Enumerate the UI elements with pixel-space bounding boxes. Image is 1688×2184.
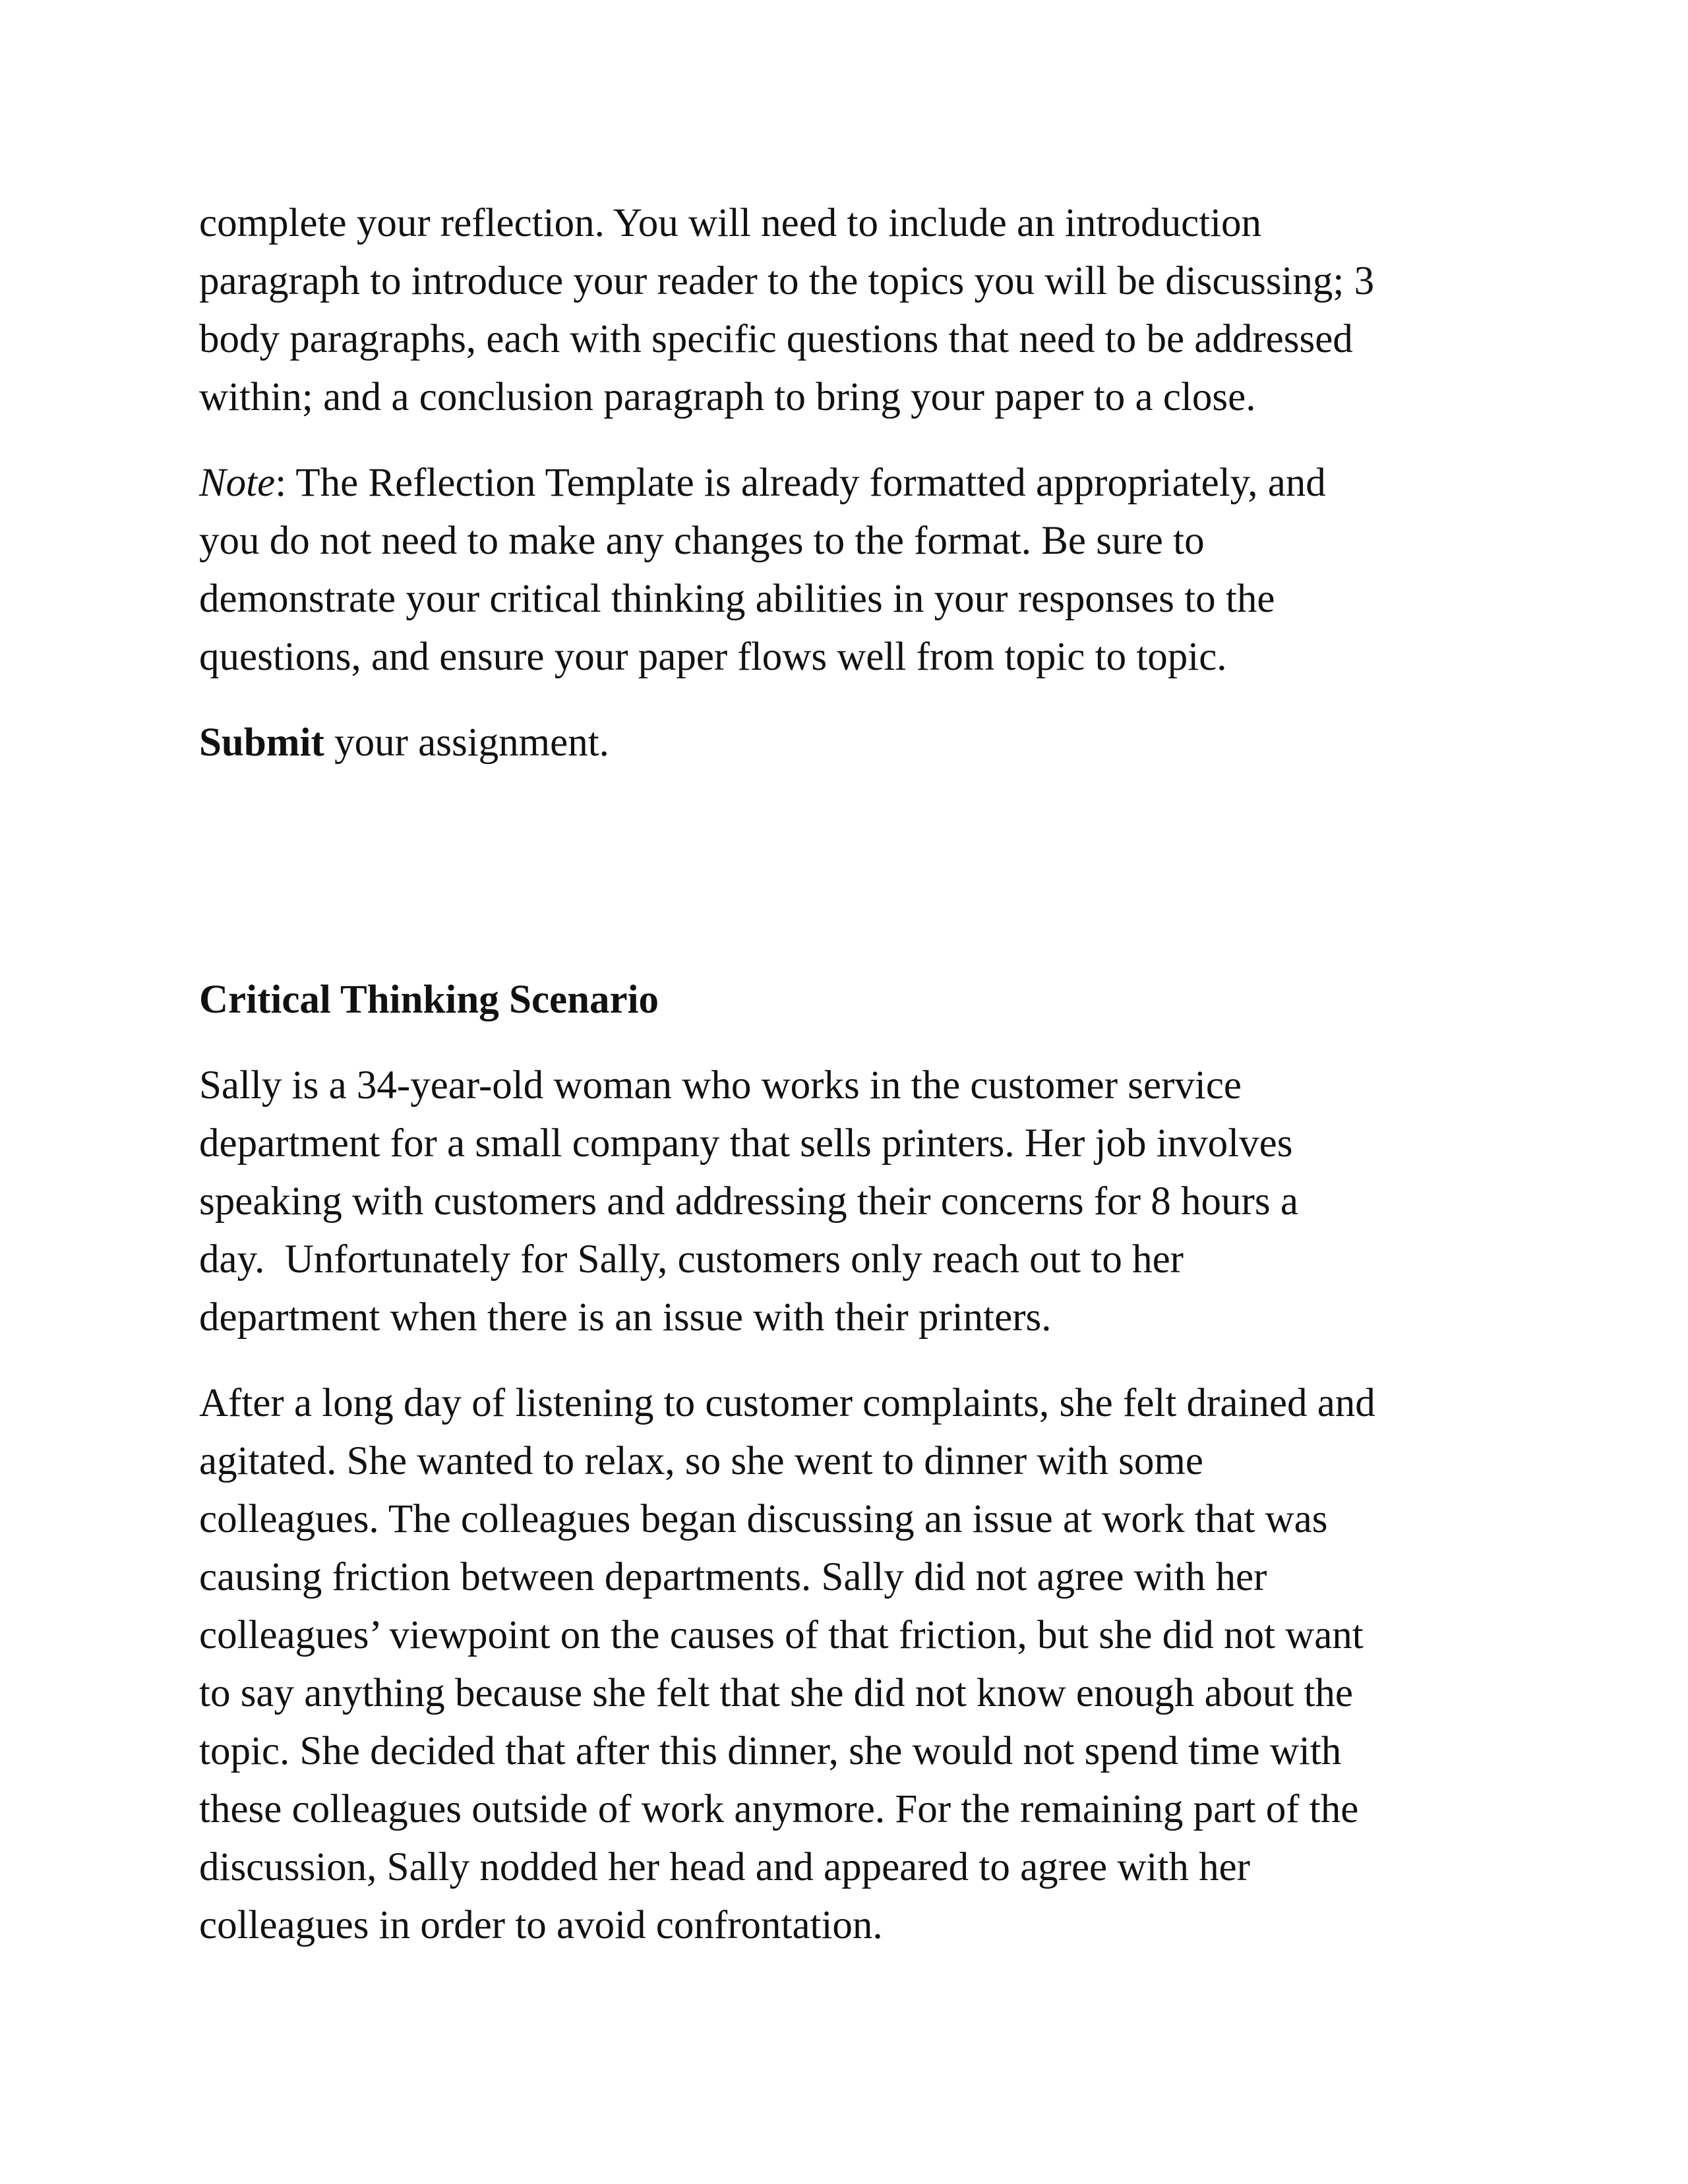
scenario-line: causing friction between departments. Sally did not agree with her: [199, 1555, 1267, 1599]
note-first-line-text: : The Reflection Template is already formatted appropriately, and: [275, 461, 1326, 505]
scenario-line: topic. She decided that after this dinner, she would not spend time with: [199, 1729, 1342, 1773]
scenario-line: to say anything because she felt that she did not know enough about the: [199, 1671, 1353, 1715]
submit-text: your assignment.: [324, 721, 609, 765]
scenario-line: discussion, Sally nodded her head and appeared to agree with her: [199, 1845, 1250, 1889]
scenario-line: colleagues in order to avoid confrontation.: [199, 1903, 883, 1947]
intro-paragraph: [199, 194, 1511, 427]
intro-line: complete your reflection. You will need to include an introduction: [199, 201, 1262, 245]
scenario-paragraph-2: [199, 1374, 1511, 1955]
note-line: questions, and ensure your paper flows well from topic to topic.: [199, 635, 1227, 679]
scenario-line: department for a small company that sells printers. Her job involves: [199, 1121, 1293, 1166]
scenario-line: these colleagues outside of work anymore. For the remaining part of the: [199, 1787, 1359, 1831]
scenario-line: colleagues’ viewpoint on the causes of that friction, but she did not want: [199, 1613, 1364, 1657]
scenario-line: After a long day of listening to customer complaints, she felt drained and: [199, 1381, 1375, 1425]
scenario-line: agitated. She wanted to relax, so she went to dinner with some: [199, 1439, 1203, 1483]
scenario-line: colleagues. The colleagues began discussing an issue at work that was: [199, 1497, 1328, 1541]
note-paragraph: [199, 454, 1511, 686]
intro-line: body paragraphs, each with specific questions that need to be addressed: [199, 317, 1353, 361]
intro-line: paragraph to introduce your reader to the topics you will be discussing; 3: [199, 259, 1375, 303]
section-spacer: [199, 800, 1511, 971]
scenario-paragraph-1: [199, 1057, 1511, 1347]
document-body: [199, 194, 1511, 1982]
note-first-line: [199, 454, 1511, 512]
submit-line: [199, 714, 1511, 772]
note-label: Note: [199, 461, 276, 505]
scenario-line: day. Unfortunately for Sally, customers only reach out to her: [199, 1237, 1184, 1282]
scenario-line: department when there is an issue with their printers.: [199, 1295, 1052, 1340]
scenario-line: speaking with customers and addressing their concerns for 8 hours a: [199, 1179, 1298, 1224]
intro-line: within; and a conclusion paragraph to bring your paper to a close.: [199, 375, 1256, 419]
note-line: demonstrate your critical thinking abilities in your responses to the: [199, 577, 1275, 621]
note-line: you do not need to make any changes to the format. Be sure to: [199, 519, 1205, 563]
scenario-heading: Critical Thinking Scenario: [199, 978, 659, 1022]
submit-label: Submit: [199, 721, 324, 765]
submit-paragraph: [199, 714, 1511, 772]
scenario-line: Sally is a 34-year-old woman who works in the customer service: [199, 1063, 1242, 1107]
